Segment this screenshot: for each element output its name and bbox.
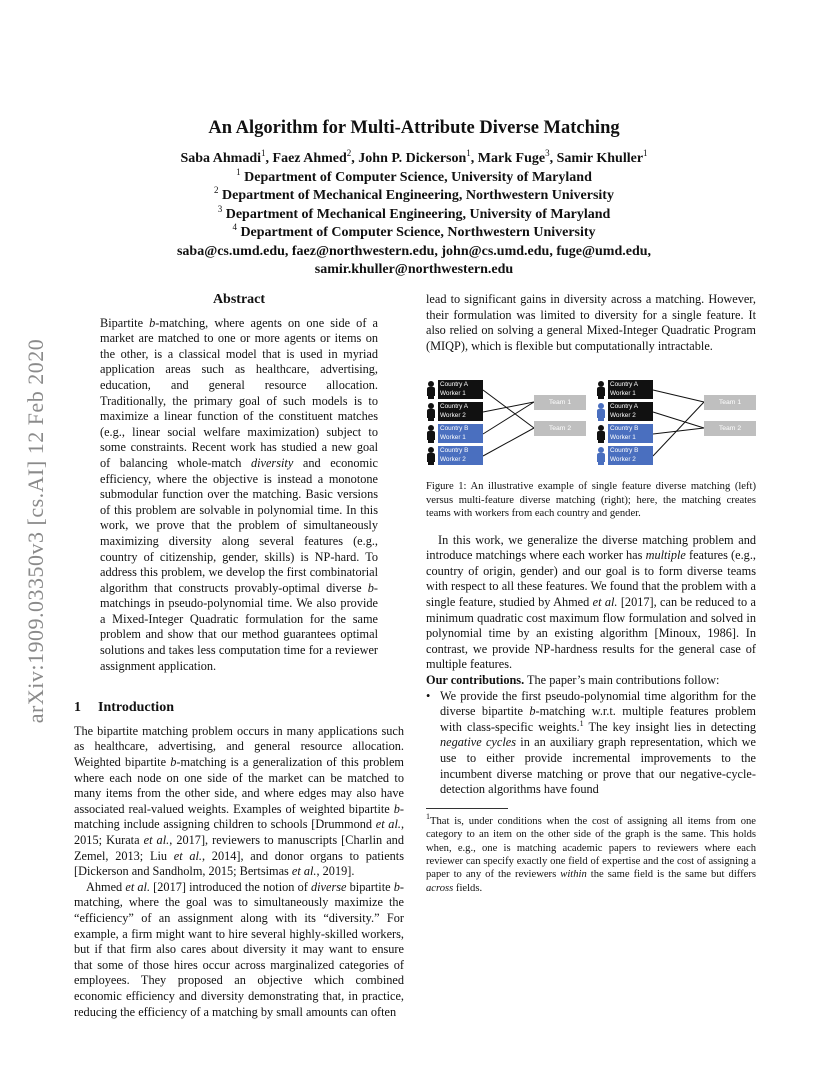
author-name: Saba Ahmadi: [180, 151, 262, 166]
intro-paragraph: In this work, we generalize the diverse matching problem and introduce matchings where each worker has multiple features (e.g., country of origin, gender) and our goal is to form diverse teams with respect to all these features. We found that the problem with a single feature, studied by Ahmed et al. [2017], can be reduced to a minimum quadratic cost maximum flow formulation and solved in polynomial time by an existing algorithm [Minoux, 1986]. In contrast, we provide NP-hardness results for the general case of multiple features.: [426, 532, 756, 672]
worker-node: [426, 446, 494, 465]
affiliation-line: [74, 166, 754, 188]
author-name: John P. Dickerson: [358, 151, 467, 166]
intro-paragraph: The bipartite matching problem occurs in many applications such as healthcare, advertising, and general resource allocation. Weighted bipartite b-matching is a generalization of this problem where each node on one side of the market can be matched to many items from the other side, and where edges may also have associated real-valued weights. Examples of weighted bipartite b-matching include assigning children to schools [Drummond et al., 2015; Kurata et al., 2017], reviewers to manuscripts [Charlin and Zemel, 2013; Liu et al., 2014], and donor organs to patients [Dickerson and Sandholm, 2015; Bertsimas et al., 2019].: [74, 723, 405, 879]
figure-panel-multi-feature: [596, 380, 756, 472]
worker-node: [596, 380, 664, 399]
worker-node: [426, 380, 494, 399]
footnote: $^1$That is, under conditions when the cost of assigning all items from one category to an item on the other side of the graph is the same. This holds when, e.g., one is matching academic papers to reviewers where each reviewer can specify exactly one field of expertise and the cost of assigning a paper to any of the reviewers within the same field is the same but differs across fields.: [426, 811, 756, 894]
contributions-label: Our contributions.: [426, 672, 525, 687]
author-list: Saba Ahmadi$^1$, Faez Ahmed$^2$, John P. Dickerson$^1$, Mark Fuge$^3$, Samir Khuller$^1$: [180, 148, 648, 166]
worker-node: [426, 424, 494, 443]
author-affiliation-mark: 3: [545, 148, 550, 158]
author-affiliation-mark: 1: [466, 148, 471, 158]
affiliation-mark: 2: [214, 185, 219, 195]
person-icon: [596, 381, 606, 399]
author-name: Samir Khuller: [556, 151, 644, 166]
worker-label: Country A Worker 1: [608, 380, 653, 399]
figure-1: [426, 380, 756, 472]
worker-label: Country B Worker 1: [608, 424, 653, 443]
person-icon: [596, 425, 606, 443]
arxiv-identifier-text: arXiv:1909.03350v3 [cs.AI] 12 Feb 2020: [23, 338, 48, 724]
contributions-intro: Our contributions. The paper’s main contributions follow:: [426, 672, 720, 687]
affiliation-mark: 3: [217, 203, 223, 214]
person-icon: [426, 425, 436, 443]
affiliation-mark: 1: [236, 166, 241, 177]
worker-label: Country B Worker 2: [438, 446, 483, 465]
team-node: Team 2: [534, 421, 586, 436]
author-name: Mark Fuge: [477, 151, 546, 166]
footnote-mark: 1: [579, 718, 584, 728]
person-icon: [596, 403, 606, 421]
contribution-bullet: • We provide the first pseudo-polynomial time algorithm for the diverse bipartite b-matching w.r.t. multiple features problem with class-specific weights.$^1$ The key insight lies in detecting negative cycles in an auxiliary graph representation, which we use to either provide incremental improvements to the incumbent diverse matching or prove that our negative-cycle-detection algorithms have found: [426, 688, 756, 797]
affiliation-name: Department of Computer Science, University of Maryland: [244, 169, 592, 185]
abstract-heading: Abstract: [212, 292, 266, 307]
author-affiliation-mark: 1: [643, 148, 648, 158]
worker-node: [426, 402, 494, 421]
author-affiliation-mark: 1: [261, 148, 266, 158]
section-heading-introduction: [74, 700, 404, 716]
footnote-divider: [426, 808, 508, 809]
person-icon: [426, 447, 436, 465]
worker-label: Country A Worker 2: [608, 402, 653, 421]
footnote-number: 1: [426, 811, 430, 821]
email-line: samir.khuller@northwestern.edu: [314, 262, 514, 277]
abstract-body: Bipartite b-matching, where agents on one side of a market are matched to one or more agents or items on the other, is a classical model that is used in myriad application areas such as healthcare, advertising, education, and general resource allocation. Traditionally, the primary goal of such models is to maximize a linear function of the constituent matches (e.g., linear social welfare maximization) subject to some constraints. Recent work has studied a new goal of balancing whole-match diversity and economic efficiency, where the objective is instead a monotone submodular function over the matching. Basic versions of this problem are solvable in polynomial time. In this work, we prove that the problem of simultaneously maximizing diversity along several features (e.g., country of citizenship, gender, skills) is NP-hard. To address this problem, we develop the first combinatorial algorithm that constructs provably-optimal diverse b-matchings in pseudo-polynomial time. We also provide a Mixed-Integer Quadratic formulation for the same problem and show that our method guarantees optimal solutions and takes less computation time for a reviewer assignment application.: [100, 315, 378, 673]
intro-paragraph-continued: lead to significant gains in diversity across a matching. However, their formulation was limited to diversity for a single feature. It also relied on solving a general Mixed-Integer Quadratic Program (MIQP), which is flexible but computationally intractable.: [426, 292, 756, 353]
affiliation-name: Department of Computer Science, Northwestern University: [240, 225, 596, 240]
author-affiliation-mark: 2: [346, 148, 352, 158]
person-icon: [426, 381, 436, 399]
left-column: [74, 292, 404, 1020]
person-icon: [426, 403, 436, 421]
worker-label: Country A Worker 2: [438, 402, 483, 421]
section-number: 1: [74, 700, 81, 716]
affiliation-line: [74, 187, 754, 206]
affiliation-name: Department of Mechanical Engineering, University of Maryland: [225, 206, 611, 222]
worker-node: [596, 424, 664, 443]
team-node: Team 1: [704, 395, 756, 410]
author-name: Faez Ahmed: [272, 151, 347, 166]
person-icon: [596, 447, 606, 465]
affiliation-line: [74, 203, 754, 225]
affiliation-name: Department of Mechanical Engineering, Northwestern University: [222, 188, 614, 203]
figure-caption: Figure 1: An illustrative example of single feature diverse matching (left) versus multi-feature diverse matching (right); here, the matching creates teams with workers from each country and gender.: [426, 481, 756, 520]
bullet-dot-icon: •: [426, 688, 431, 703]
worker-label: Country B Worker 2: [608, 446, 653, 465]
section-title: Introduction: [98, 700, 174, 716]
affiliation-line: [74, 224, 754, 243]
worker-label: Country B Worker 1: [438, 424, 483, 443]
team-node: Team 2: [704, 421, 756, 436]
affiliation-mark: 4: [232, 222, 237, 232]
figure-panel-single-feature: [426, 380, 586, 472]
intro-paragraph: Ahmed et al. [2017] introduced the notion of diverse bipartite b-matching, where the goal was to simultaneously maximize the “efficiency” of an assignment along with its “diversity.” For example, a firm might want to hire several highly-skilled workers, but if that firm also cares about diversity it may want to ensure that some of those hires occur across marginalized categories of employees. They proposed an objective which combined economic efficiency and diversity demonstrating that, in practice, reducing the efficiency of a matching by small amounts can often: [74, 879, 405, 1019]
paper-title: An Algorithm for Multi-Attribute Diverse Matching: [208, 118, 620, 138]
email-line: saba@cs.umd.edu, faez@northwestern.edu, john@cs.umd.edu, fuge@umd.edu,: [176, 243, 652, 259]
worker-node: [596, 446, 664, 465]
worker-node: [596, 402, 664, 421]
team-node: Team 1: [534, 395, 586, 410]
author-block: [74, 150, 754, 280]
worker-label: Country A Worker 1: [438, 380, 483, 399]
right-column: [426, 292, 756, 895]
arxiv-identifier: [14, 296, 58, 766]
